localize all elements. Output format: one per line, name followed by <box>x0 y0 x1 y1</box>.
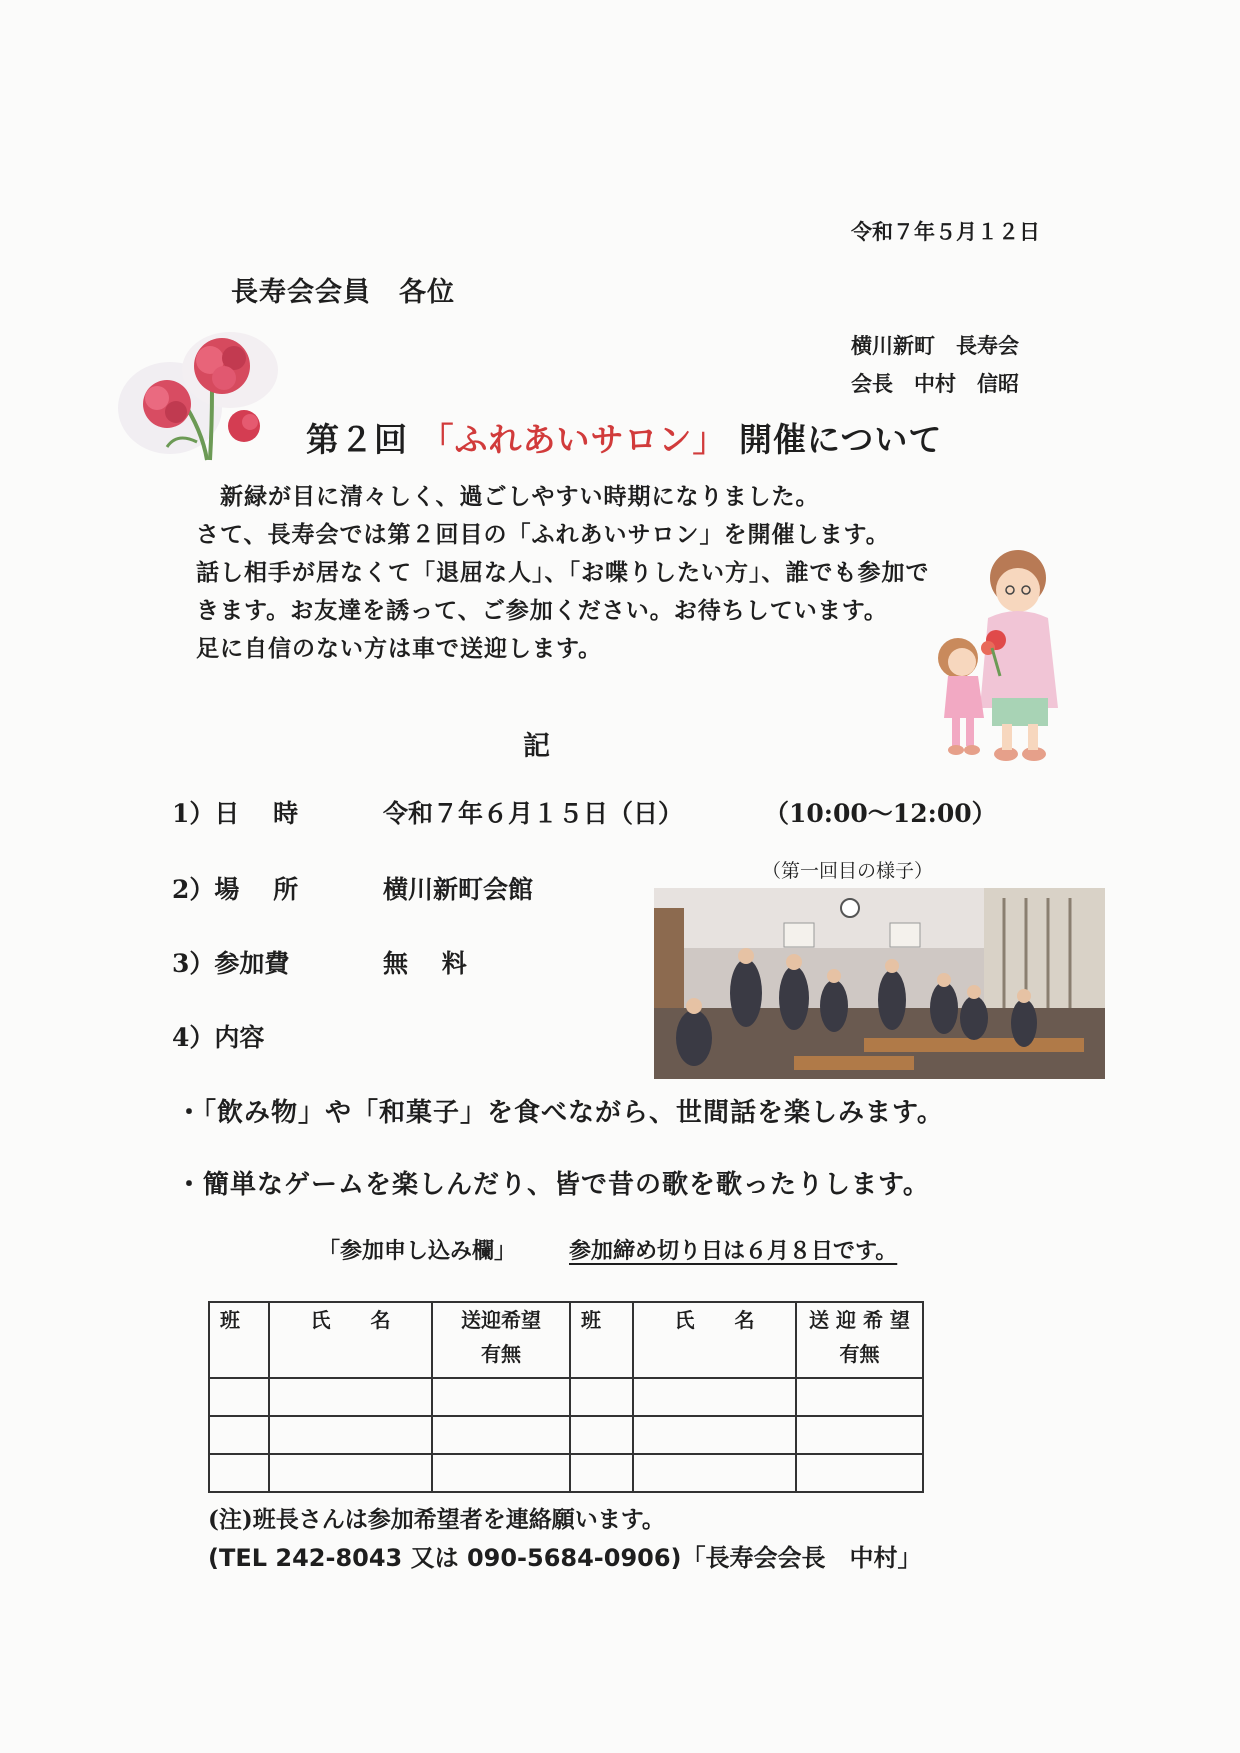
document-date: 令和７年５月１２日 <box>851 219 1040 244</box>
header-text: 氏 名 <box>674 1308 755 1332</box>
photo-caption: （第一回目の様子） <box>762 860 934 882</box>
header-text: 班 <box>220 1308 240 1332</box>
table-cell[interactable] <box>269 1454 432 1492</box>
header-text: 班 <box>581 1308 601 1332</box>
table-cell[interactable] <box>432 1378 570 1416</box>
table-cell[interactable] <box>633 1378 796 1416</box>
event-photo <box>654 888 1105 1079</box>
table-cell[interactable] <box>269 1378 432 1416</box>
grandmother-child-illustration <box>930 548 1088 770</box>
body-line: きます。お友達を誘って、ご参加ください。お待ちしています。 <box>196 597 888 624</box>
table-cell[interactable] <box>796 1378 923 1416</box>
body-line: 足に自信のない方は車で送迎します。 <box>196 635 603 662</box>
table-cell[interactable] <box>432 1454 570 1492</box>
column-header-pickup <box>796 1302 923 1378</box>
contact-note: (注)班長さんは参加希望者を連絡願います。 <box>208 1506 665 1533</box>
item-value-fee: 無 料 <box>383 949 467 978</box>
table-cell[interactable] <box>570 1378 633 1416</box>
content-bullet: ・簡単なゲームを楽しんだり、皆で昔の歌を歌ったりします。 <box>176 1170 930 1200</box>
table-cell[interactable] <box>209 1378 269 1416</box>
column-header-name <box>633 1302 796 1378</box>
signup-table <box>208 1301 924 1493</box>
column-header-group <box>570 1302 633 1378</box>
organization-name: 横川新町 長寿会 <box>851 333 1019 358</box>
header-text: 送迎希望 <box>461 1308 541 1332</box>
item-label-datetime: 1）日 時 <box>172 799 299 828</box>
title-suffix: 開催について <box>739 420 943 459</box>
table-cell[interactable] <box>633 1454 796 1492</box>
item-label-place: 2）場 所 <box>172 875 299 904</box>
table-cell[interactable] <box>633 1416 796 1454</box>
table-cell[interactable] <box>570 1454 633 1492</box>
section-marker: 記 <box>523 731 550 762</box>
column-header-pickup <box>432 1302 570 1378</box>
contact-phone: (TEL 242-8043 又は 090-5684-0906)「長寿会会長 中村」 <box>208 1544 922 1572</box>
item-label-content: 4）内容 <box>172 1023 265 1052</box>
time-range: （10:00～12:00） <box>764 799 997 828</box>
body-line: 新緑が目に清々しく、過ごしやすい時期になりました。 <box>196 483 820 510</box>
title-prefix: 第２回 <box>306 420 408 459</box>
body-line: さて、長寿会では第２回目の「ふれあいサロン」を開催します。 <box>196 521 890 548</box>
column-header-name <box>269 1302 432 1378</box>
header-text: 送 迎 希 望 <box>809 1308 910 1332</box>
item-value-place: 横川新町会館 <box>383 875 534 904</box>
title-highlight: 「ふれあいサロン」 <box>420 420 727 459</box>
carnation-illustration <box>112 330 290 468</box>
header-subtext: 有無 <box>839 1342 880 1366</box>
president-name: 会長 中村 信昭 <box>851 371 1019 396</box>
table-cell[interactable] <box>209 1416 269 1454</box>
table-cell[interactable] <box>796 1454 923 1492</box>
table-header-row <box>209 1302 923 1378</box>
header-subtext: 有無 <box>481 1342 521 1366</box>
table-row <box>209 1454 923 1492</box>
table-row <box>209 1416 923 1454</box>
header-text: 氏 名 <box>310 1308 391 1332</box>
body-line: 話し相手が居なくて「退屈な人」、「お喋りしたい方」、誰でも参加で <box>196 559 930 586</box>
column-header-group <box>209 1302 269 1378</box>
application-label: 「参加申し込み欄」 <box>318 1238 517 1264</box>
table-cell[interactable] <box>796 1416 923 1454</box>
item-label-fee: 3）参加費 <box>172 949 290 978</box>
table-row <box>209 1378 923 1416</box>
table-cell[interactable] <box>209 1454 269 1492</box>
page-title <box>306 414 942 461</box>
table-cell[interactable] <box>269 1416 432 1454</box>
content-bullet: ・「飲み物」や「和菓子」を食べながら、世間話を楽しみます。 <box>176 1098 944 1128</box>
table-cell[interactable] <box>570 1416 633 1454</box>
addressee: 長寿会会員 各位 <box>231 277 455 308</box>
item-value-datetime: 令和７年６月１５日（日） <box>383 799 684 828</box>
table-cell[interactable] <box>432 1416 570 1454</box>
application-deadline: 参加締め切り日は６月８日です。 <box>569 1238 898 1264</box>
